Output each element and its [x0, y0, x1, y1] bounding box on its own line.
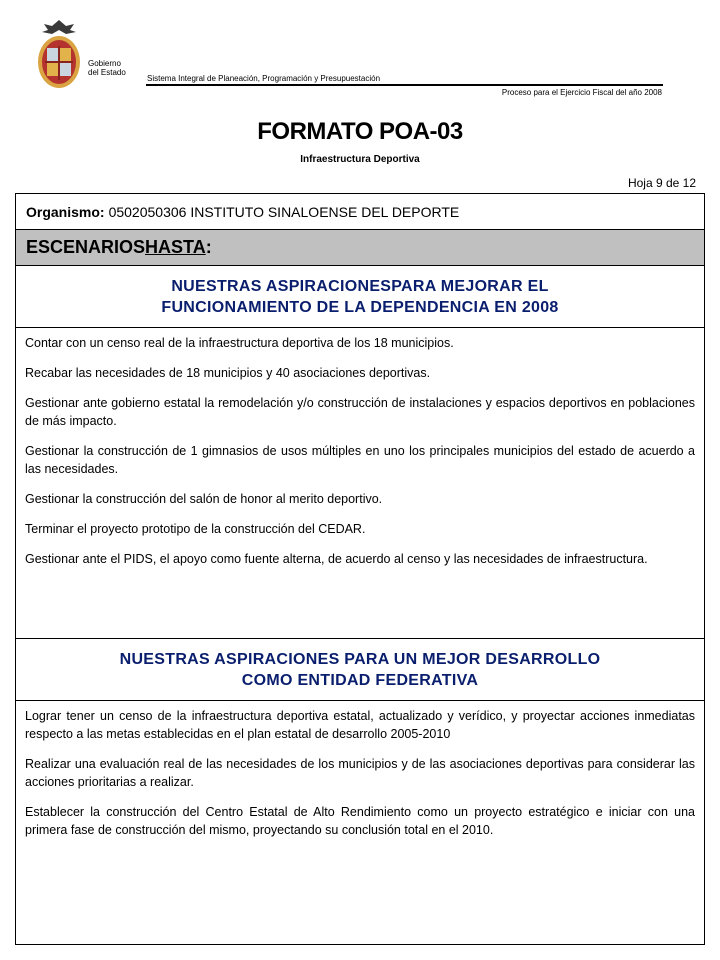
list-item: Gestionar ante gobierno estatal la remodelación y/o construcción de instalaciones y espacios deportivos en poblaciones de más impacto.: [25, 396, 695, 428]
list-item: Recabar las necesidades de 18 municipios y 40 asociaciones deportivas.: [25, 366, 431, 380]
section1-body: [16, 328, 704, 639]
page-title: FORMATO POA-03: [257, 118, 463, 145]
list-item: Realizar una evaluación real de las necesidades de los municipios y de las asociaciones deportivas para considerar las acciones prioritarias a realizar.: [25, 757, 695, 789]
list-item: Establecer la construcción del Centro Estatal de Alto Rendimiento como un proyecto estratégico e iniciar con una primera fase de construcción del mismo, proyectando su conclusión total en el 2010.: [25, 805, 695, 837]
escenarios-underlined: HASTA: [145, 237, 206, 257]
list-item: Gestionar la construcción de 1 gimnasios de usos múltiples en uno los principales municipios del estado de acuerdo a las necesidades.: [25, 444, 695, 476]
section2-body: [16, 701, 704, 941]
state-seal-icon: [34, 18, 84, 92]
poa-form: [15, 193, 705, 945]
list-item: Gestionar ante el PIDS, el apoyo como fuente alterna, de acuerdo al censo y las necesidades de infraestructura.: [25, 552, 648, 566]
escenarios-prefix: ESCENARIOS: [26, 237, 146, 257]
document-header: [0, 0, 720, 110]
government-label: Gobierno del Estado: [88, 59, 126, 77]
section2-heading: NUESTRAS ASPIRACIONES PARA UN MEJOR DESARROLLO COMO ENTIDAD FEDERATIVA: [16, 639, 704, 701]
list-item: Gestionar la construcción del salón de honor al merito deportivo.: [25, 492, 383, 506]
list-item: Contar con un censo real de la infraestructura deportiva de los 18 municipios.: [25, 336, 454, 350]
section1-heading: NUESTRAS ASPIRACIONESPARA MEJORAR EL FUNCIONAMIENTO DE LA DEPENDENCIA EN 2008: [16, 266, 704, 328]
system-name: Sistema Integral de Planeación, Programación y Presupuestación: [147, 74, 381, 83]
escenarios-suffix: :: [205, 237, 212, 257]
organismo-value: 0502050306 INSTITUTO SINALOENSE DEL DEPORTE: [108, 203, 460, 220]
organismo-label: Organismo:: [26, 203, 105, 220]
process-name: Proceso para el Ejercicio Fiscal del año 2008: [501, 88, 662, 97]
escenarios-row: [16, 230, 704, 266]
organismo-row: [16, 194, 704, 230]
list-item: Lograr tener un censo de la infraestructura deportiva estatal, actualizado y verídico, y proyectar acciones inmediatas respecto a las metas establecidas en el plan estatal de desarrollo 2005-2010: [25, 709, 695, 741]
sheet-number: Hoja 9 de 12: [627, 176, 696, 190]
page-subtitle: Infraestructura Deportiva: [300, 154, 420, 165]
header-divider: [146, 84, 663, 86]
list-item: Terminar el proyecto prototipo de la construcción del CEDAR.: [25, 522, 366, 536]
